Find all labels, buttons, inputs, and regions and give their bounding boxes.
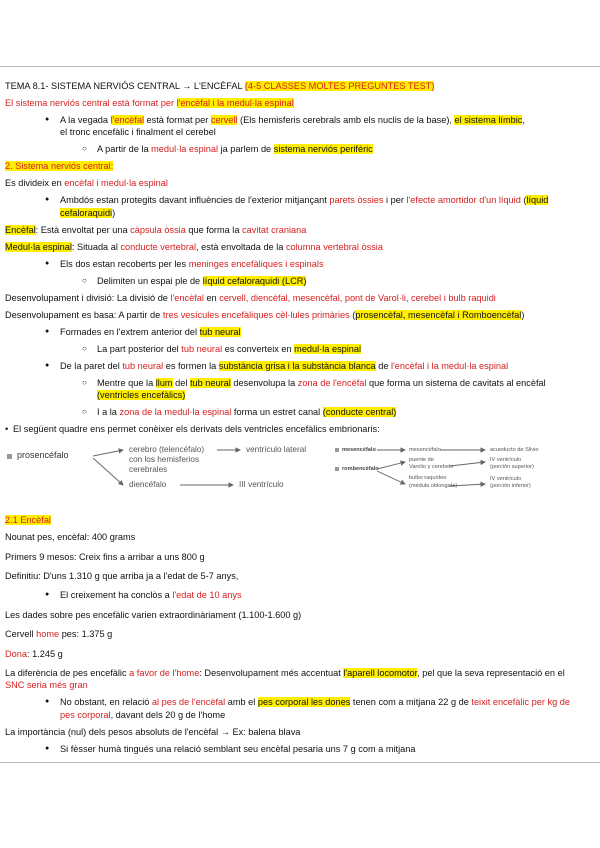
absolute-weights: La importància (nul) dels pesos absoluts de l'encèfal → Ex: balena blava xyxy=(5,726,301,737)
fig-porcion-superior: (porción superior) xyxy=(490,464,534,471)
fig-iii-ventriculo: III ventrículo xyxy=(239,480,284,490)
fig-diencefalo: diencéfalo xyxy=(129,480,167,490)
doc-title: TEMA 8.1- SISTEMA NERVIÓS CENTRAL → L'ENCÈFAL (4-5 CLASSES MOLTES PREGUNTES TEST) xyxy=(5,81,435,91)
document-body xyxy=(5,80,593,760)
division-line: Desenvolupament i divisió: La divisió de l'encèfal en cervell, diencèfal, mesencèfal, pont de Varol·li, cerebel i bulb raquidi xyxy=(5,292,496,303)
fig-mesencefalo: mesencéfalo xyxy=(342,447,376,454)
fig-hemisferios: con los hemisferios xyxy=(129,455,200,465)
weight-9-months: Primers 9 mesos: Creix fins a arribar a uns 800 g xyxy=(5,551,205,562)
bullet-relative-weight: ● No obstant, en relació al pes de l'encèfal amb el pes corporal les dones tenen com a mitjana 22 g de teixit encefàlic per kg de pes corporal, davant dels 20 g de l'home xyxy=(5,696,593,721)
bullet-human-comparison: ● Si fèsser humà tingués una relació semblant seu encèfal pesaria uns 7 g com a mitjana xyxy=(5,743,593,755)
sub-bullet-lcr: ○ Delimiten un espai ple de líquid cefaloraquidi (LCR) xyxy=(5,275,593,287)
bullet-meninges: ● Els dos estan recoberts per les meninges encefàliques i espinals xyxy=(5,258,593,270)
sub-bullet-llum: ○ Mentre que la llum del tub neural desenvolupa la zona de l'encèfal que forma un sistema de cavitats al encèfal (ventricles encefàlics) xyxy=(5,377,593,402)
weight-newborn: Nounat pes, encèfal: 400 grams xyxy=(5,532,136,543)
development-line: Desenvolupament es basa: A partir de tres vesícules encefàliques cèl·lules primàries (prosencèfal, mesencèfal i Romboencèfal) xyxy=(5,309,525,320)
fig-rombencefalo: rombencéfalo xyxy=(342,466,379,473)
bullet-protection: ● Ambdós estan protegits davant influències de l'exterior mitjançant parets òssies i per l'efecte amortidor d'un líquid (líquid cefaloraquidi) xyxy=(5,194,593,219)
figure-intro: • El següent quadre ens permet conèixer els derivats dels ventricles encefàlics embrionaris: xyxy=(5,423,593,435)
fig-iv-ventriculo-2: IV ventrículo xyxy=(490,476,522,483)
fig-iv-ventriculo-1: IV ventrículo xyxy=(490,457,522,464)
bullet-paret: ● De la paret del tub neural es formen la substància grisa i la substància blanca de l'encèfal i la medul·la espinal xyxy=(5,360,593,372)
weight-female: Dona: 1.245 g xyxy=(5,648,63,659)
section-heading-snc: 2. Sistema nerviós central: xyxy=(5,161,114,172)
encefal-def: Encèfal: Està envoltat per una càpsula òssia que forma la cavitat craniana xyxy=(5,224,307,235)
fig-cerebro: cerebro (telencéfalo) xyxy=(129,445,205,455)
fig-cerebrales: cerebrales xyxy=(129,465,168,475)
weight-range: Les dades sobre pes encefàlic varien extraordinàriament (1.100-1.600 g) xyxy=(5,609,302,620)
medulla-def: Medul·la espinal: Situada al conducte vertebral, està envoltada de la columna vertebral òssia xyxy=(5,241,383,252)
fig-bulbo: bulbo raquídeo xyxy=(409,475,447,482)
bottom-rule xyxy=(0,762,600,763)
bullet-encefal-parts: ● A la vegada l'encèfal està format per cervell (Els hemisferis cerebrals amb els nuclis de la base), el sistema límbic, el tronc encefàlic i finalment el cerebel xyxy=(5,114,593,139)
sub-bullet-canal: ○ I a la zona de la medul·la espinal forma un estret canal (conducte central) xyxy=(5,406,593,418)
fig-medula: (médula oblongata) xyxy=(409,483,458,490)
fig-ventriculo-lateral: ventrículo lateral xyxy=(246,445,307,455)
fig-prosencefalo: prosencéfalo xyxy=(17,450,69,461)
ventricles-figure xyxy=(5,440,593,508)
fig-mesencefalo-2: mesencéfalo xyxy=(409,447,441,454)
weight-difference: La diferència de pes encefàlic a favor de l'home: Desenvolupament més accentuat l'aparell locomotor, pel que la seva representació en el SNC seria més gran xyxy=(5,668,565,691)
fig-varolio: Varolio y cerebelo xyxy=(409,464,454,471)
fig-puente: puente de xyxy=(409,457,434,464)
sub-bullet-posterior: ○ La part posterior del tub neural es converteix en medul·la espinal xyxy=(5,343,593,355)
fig-porcion-inferior: (porción inferior) xyxy=(490,483,531,490)
intro-line: El sistema nerviós central està format per l'encèfal i la medul·la espinal xyxy=(5,98,294,108)
bullet-tub-neural: ● Formades en l'extrem anterior del tub neural xyxy=(5,326,593,338)
top-rule xyxy=(0,66,600,67)
sub-bullet-perifèric: ○ A partir de la medul·la espinal ja parlem de sistema nerviós perifèric xyxy=(5,143,593,155)
section-heading-encefal: 2.1 Encèfal xyxy=(5,515,51,526)
bullet-growth: ● El creixement ha conclòs a l'edat de 10 anys xyxy=(5,589,593,601)
divides-line: Es divideix en encèfal i medul·la espinal xyxy=(5,178,168,189)
weight-male: Cervell home pes: 1.375 g xyxy=(5,629,113,640)
weight-final: Definitiu: D'uns 1.310 g que arriba ja a l'edat de 5-7 anys, xyxy=(5,571,239,582)
fig-acueducto: acueducto de Silvio xyxy=(490,447,539,454)
